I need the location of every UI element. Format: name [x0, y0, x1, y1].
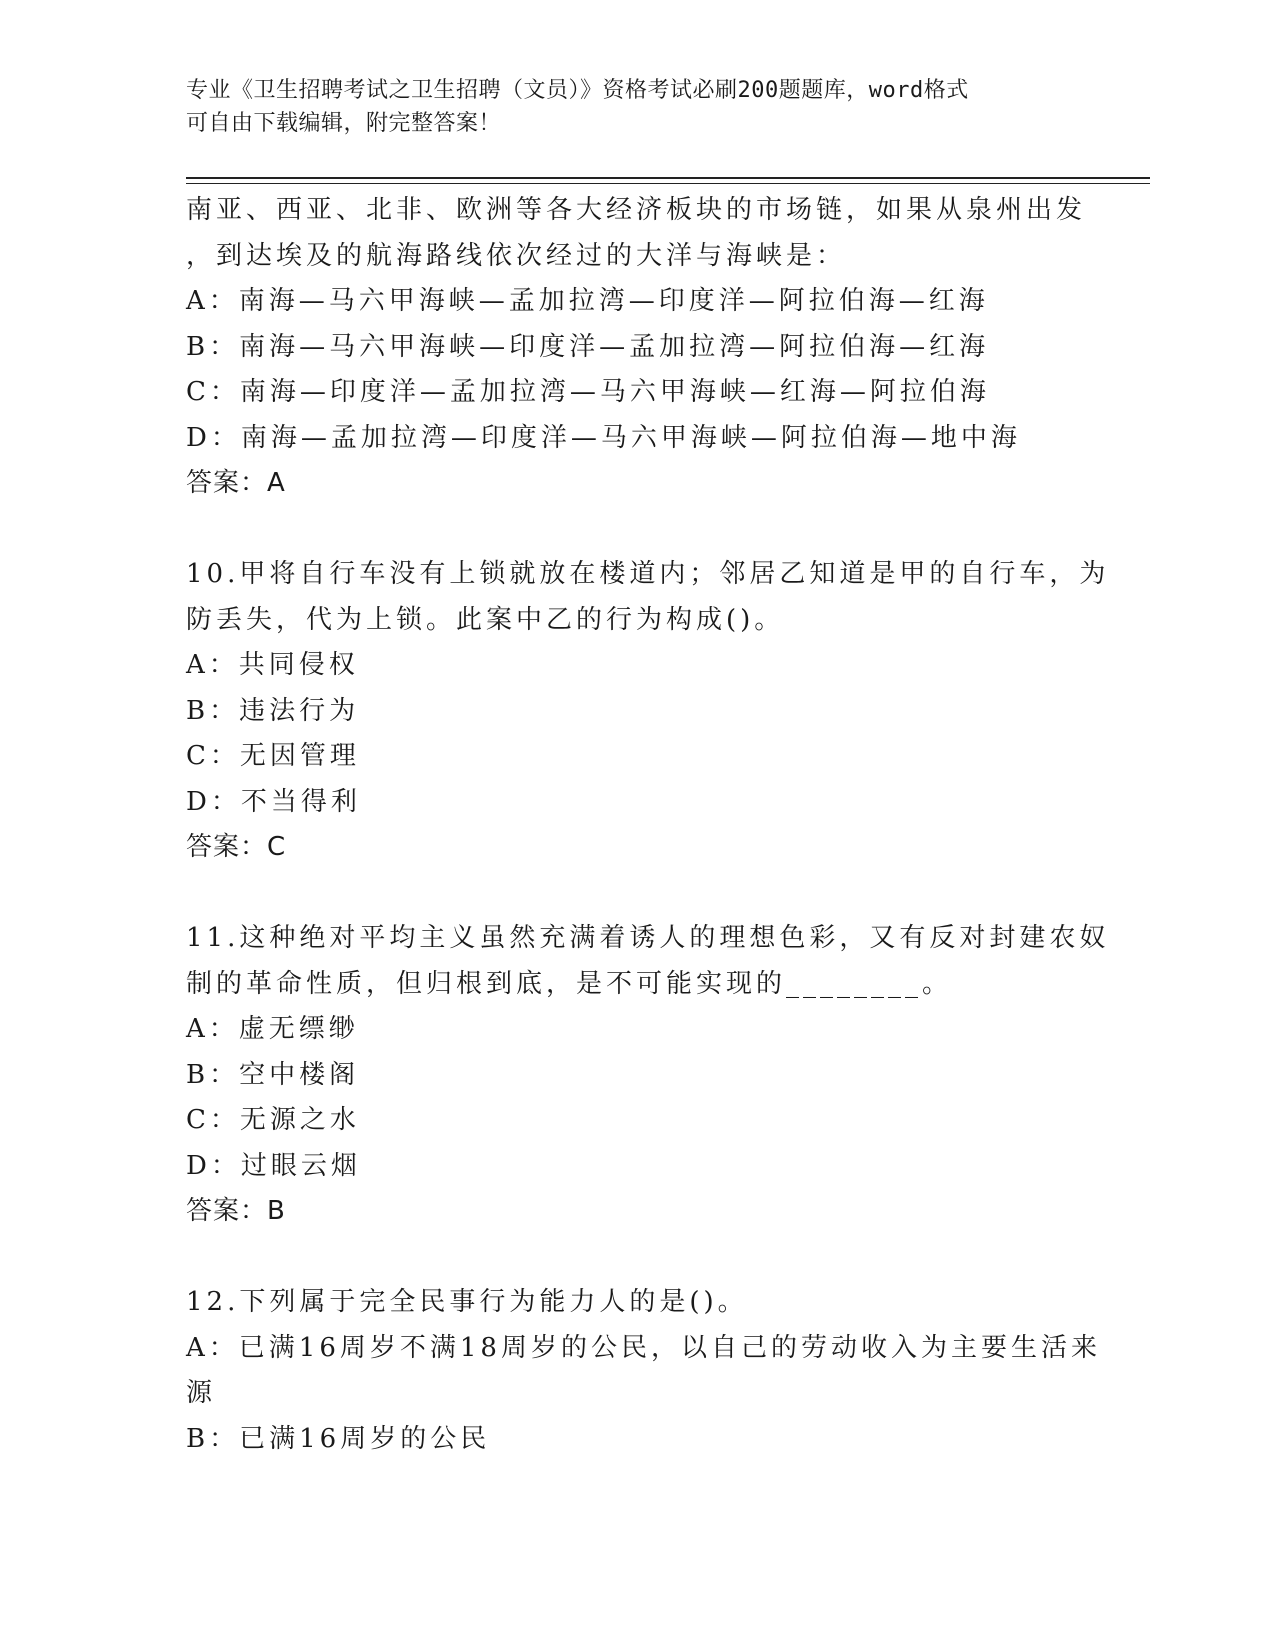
document-header: [186, 74, 1066, 140]
header-rule-thin: [186, 183, 1150, 184]
question-10: [186, 552, 1110, 871]
question-12: [186, 1280, 1101, 1462]
option-b: B：违法行为: [186, 695, 360, 726]
header-line-2: 可自由下载编辑，附完整答案！: [186, 111, 502, 136]
option-a: A：南海—马六甲海峡—孟加拉湾—印度洋—阿拉伯海—红海: [186, 286, 989, 316]
option-a: A：已满16周岁不满18周岁的公民，以自己的劳动收入为主要生活来: [186, 1332, 1101, 1363]
option-a: A：虚无缥缈: [186, 1014, 359, 1044]
question-stem: 防丢失，代为上锁。此案中乙的行为构成()。: [186, 604, 785, 635]
question-stem: 11.这种绝对平均主义虽然充满着诱人的理想色彩，又有反对封建农奴: [186, 923, 1110, 953]
option-c: C：南海—印度洋—孟加拉湾—马六甲海峡—红海—阿拉伯海: [186, 377, 990, 407]
option-d: D：过眼云烟: [186, 1150, 361, 1181]
spacer: [186, 1235, 1086, 1281]
option-a-continued: 源: [186, 1378, 217, 1408]
option-a: A：共同侵权: [186, 650, 359, 680]
option-b: B：空中楼阁: [186, 1059, 360, 1090]
answer-label: 答案：C: [186, 832, 287, 862]
option-b: B：已满16周岁的公民: [186, 1423, 491, 1454]
answer-label: 答案：A: [186, 468, 286, 498]
question-stem: 12.下列属于完全民事行为能力人的是()。: [186, 1287, 748, 1317]
option-c: C：无因管理: [186, 741, 360, 771]
option-d: D：南海—孟加拉湾—印度洋—马六甲海峡—阿拉伯海—地中海: [186, 422, 1021, 453]
question-9: [186, 188, 1086, 507]
header-line-1: 专业《卫生招聘考试之卫生招聘（文员）》资格考试必刷200题题库，word格式: [186, 78, 969, 103]
option-d: D：不当得利: [186, 786, 361, 817]
question-list: [186, 188, 1110, 1462]
question-stem: 制的革命性质，但归根到底，是不可能实现的________。: [186, 968, 953, 999]
spacer: [186, 507, 1086, 553]
question-11: [186, 916, 1110, 1235]
header-rule-thick: [186, 177, 1150, 179]
option-b: B：南海—马六甲海峡—印度洋—孟加拉湾—阿拉伯海—红海: [186, 331, 990, 362]
question-stem: ，到达埃及的航海路线依次经过的大洋与海峡是：: [186, 240, 847, 271]
question-stem: 10.甲将自行车没有上锁就放在楼道内；邻居乙知道是甲的自行车，为: [186, 559, 1110, 589]
option-c: C：无源之水: [186, 1105, 360, 1135]
answer-label: 答案：B: [186, 1196, 286, 1226]
question-stem: 南亚、西亚、北非、欧洲等各大经济板块的市场链，如果从泉州出发: [186, 195, 1087, 225]
spacer: [186, 871, 1086, 917]
